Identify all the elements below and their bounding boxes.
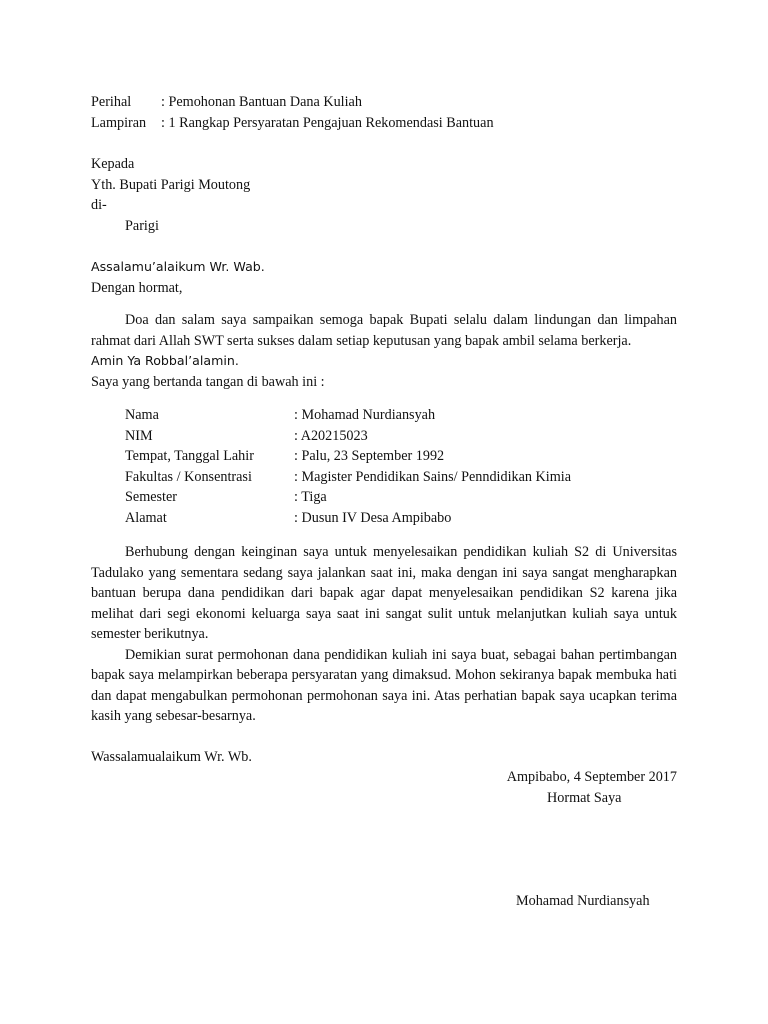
letter-header (91, 92, 677, 133)
identity-row (125, 487, 571, 508)
identity-value: : Palu, 23 September 1992 (294, 448, 445, 464)
closing-place-date: Ampibabo, 4 September 2017 (506, 769, 677, 785)
identity-row (125, 446, 571, 467)
identity-key: NIM (125, 427, 153, 444)
identity-key: Tempat, Tanggal Lahir (125, 448, 254, 464)
identity-value: : Mohamad Nurdiansyah (294, 407, 436, 423)
identity-value: : Dusun IV Desa Ampibabo (294, 509, 452, 526)
signatory-name: Mohamad Nurdiansyah (516, 893, 650, 909)
lampiran-row (91, 113, 677, 134)
greeting-block (91, 257, 677, 298)
closing-hormat-saya: Hormat Saya (547, 790, 622, 806)
identity-row (125, 426, 571, 447)
identity-value: : Tiga (294, 489, 327, 505)
recipient-block (91, 154, 677, 236)
body-paragraph-2: Demikian surat permohonan dana pendidikan kuliah ini saya buat, sebagai bahan pertimbangan bapak saya melampirkan beberapa persyaratan yang dimaksud. Mohon sekiranya bapak membuka hati dan dapat mengabulkan permohonan permohonan saya ini. Atas perhatian bapak saya ucapkan terima kasih yang sebesar-besarnya. (91, 646, 677, 724)
identity-row (125, 508, 571, 529)
identity-key: Fakultas / Konsentrasi (125, 468, 252, 485)
identity-row (125, 405, 571, 426)
closing-hormat-block (547, 788, 621, 809)
recipient-di: di- (91, 197, 107, 213)
opening-block (91, 310, 677, 392)
identity-value: : Magister Pendidikan Sains/ Penndidikan Kimia (294, 468, 572, 485)
recipient-kepada: Kepada (91, 156, 135, 172)
closing-wassalam: Wassalamualaikum Wr. Wb. (91, 749, 252, 765)
identity-key: Nama (125, 407, 159, 423)
identity-key: Semester (125, 489, 178, 505)
opening-paragraph: Doa dan salam saya sampaikan semoga bapak Bupati selalu dalam lindungan dan limpahan rahmat dari Allah SWT serta sukses dalam setiap keputusan yang bapak ambil selama berkerja. (91, 312, 677, 349)
identity-value: : A20215023 (294, 427, 368, 444)
identity-table (125, 405, 571, 528)
lampiran-label: Lampiran (91, 114, 147, 131)
opening-amin: Amin Ya Robbal’alamin. (91, 353, 239, 368)
perihal-row (91, 92, 677, 113)
greeting-salam: Assalamu’alaikum Wr. Wab. (91, 259, 265, 274)
body-block (91, 542, 677, 727)
signature-block (516, 891, 650, 912)
identity-key: Alamat (125, 509, 167, 526)
recipient-name: Yth. Bupati Parigi Moutong (91, 176, 251, 193)
lampiran-value: : 1 Rangkap Persyaratan Pengajuan Rekomendasi Bantuan (161, 114, 494, 131)
perihal-value: : Pemohonan Bantuan Dana Kuliah (161, 94, 362, 110)
identity-row (125, 467, 571, 488)
perihal-label: Perihal (91, 94, 132, 110)
body-paragraph-1: Berhubung dengan keinginan saya untuk menyelesaikan pendidikan kuliah S2 di Universitas Tadulako yang sementara sedang saya jalankan saat ini, maka dengan ini saya sangat mengharapkan bantuan berupa dana pendidikan dari bapak agar dapat menyelesaikan pendidikan S2 karena jika melihat dari segi ekonomi keluarga saya saat ini sangat sulit untuk melanjutkan kuliah saya untuk semester berikutnya. (91, 544, 677, 642)
closing-wassalam-block (91, 747, 677, 768)
closing-date-block (507, 767, 677, 788)
recipient-place: Parigi (125, 217, 159, 234)
opening-intro: Saya yang bertanda tangan di bawah ini : (91, 373, 325, 390)
greeting-hormat: Dengan hormat, (91, 279, 183, 296)
